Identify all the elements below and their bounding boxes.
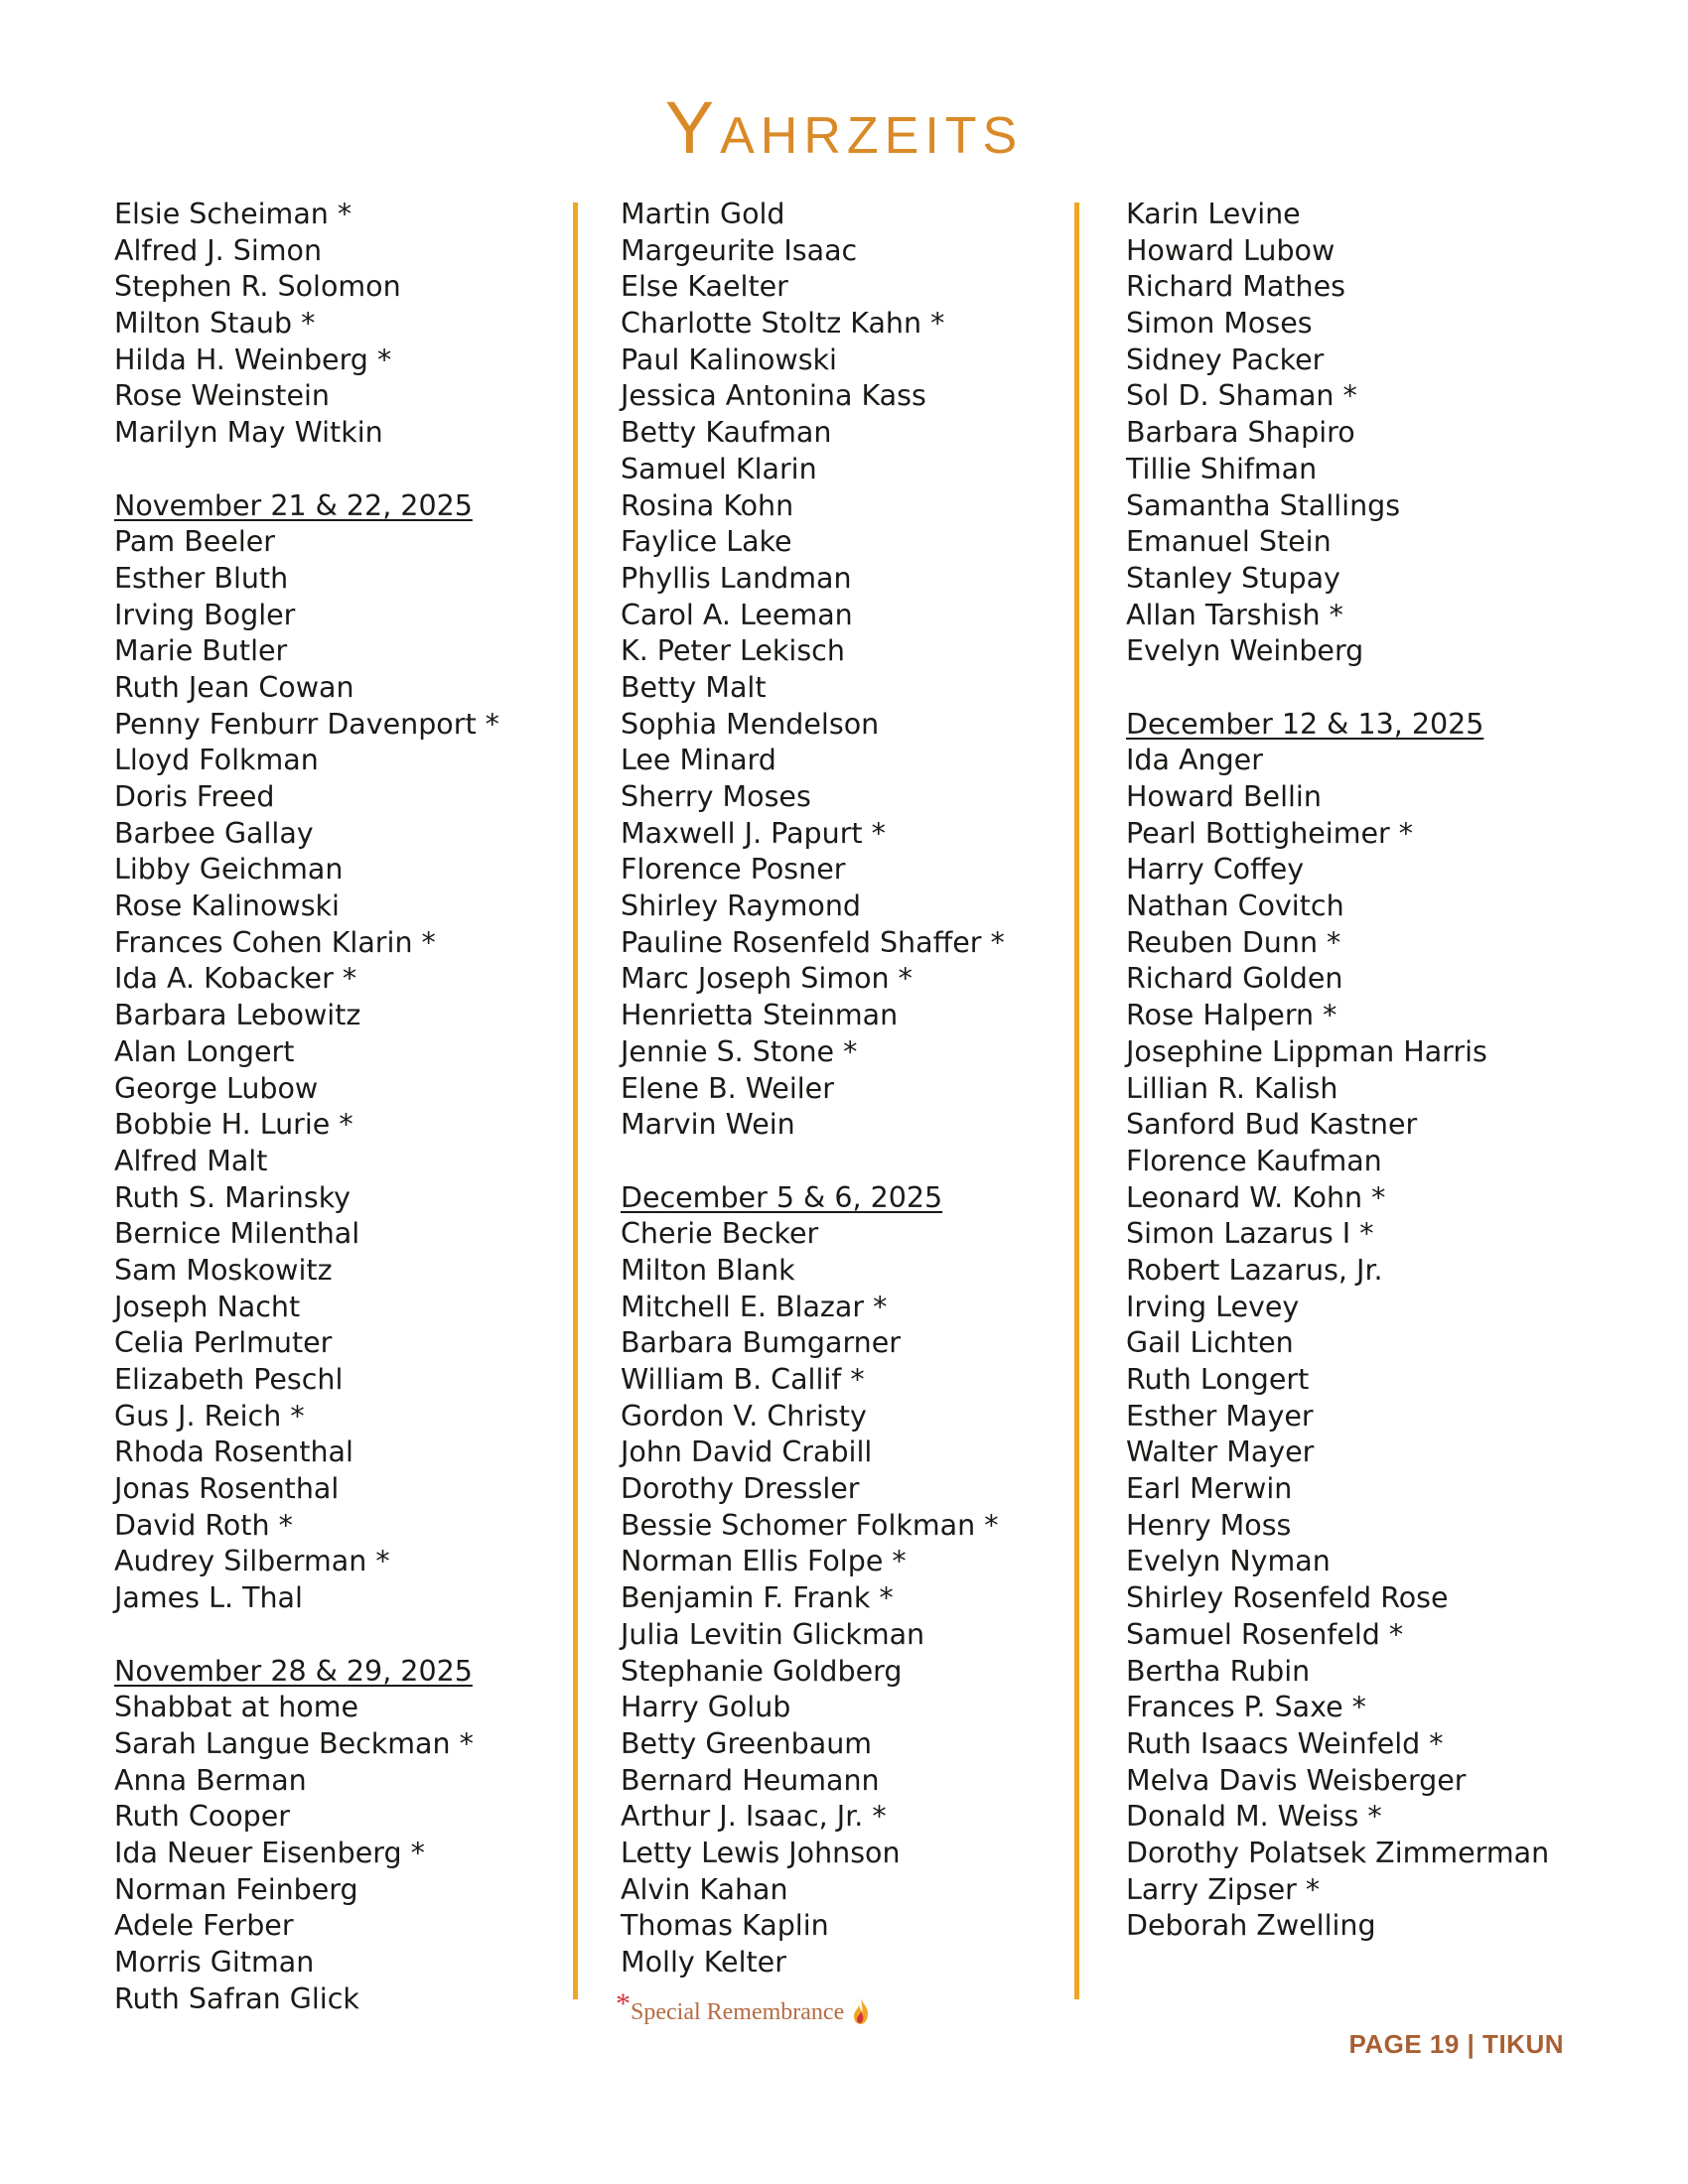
name-entry: Jonas Rosenthal (114, 1472, 340, 1506)
name-entry: Barbee Gallay (114, 816, 314, 850)
name-entry: Earl Merwin (1126, 1472, 1293, 1506)
name-entry: David Roth * (114, 1508, 293, 1542)
name-entry: Pauline Rosenfeld Shaffer * (621, 925, 1005, 959)
name-entry: Joseph Nacht (114, 1290, 301, 1323)
section-spacer (114, 452, 571, 488)
name-entry: Elizabeth Peschl (114, 1363, 344, 1396)
name-entry: Harry Coffey (1126, 853, 1305, 887)
names-column-1 (114, 197, 571, 2017)
name-entry: Sarah Langue Beckman * (114, 1726, 474, 1760)
page-footer: PAGE 19 | TIKUN (1348, 2029, 1564, 2059)
name-entry: Donald M. Weiss * (1126, 1800, 1382, 1834)
name-entry: Margeurite Isaac (621, 233, 858, 267)
name-entry: Samuel Klarin (621, 452, 817, 485)
name-entry: Benjamin F. Frank * (621, 1581, 894, 1615)
name-entry: Evelyn Weinberg (1126, 634, 1364, 668)
name-entry: Florence Posner (621, 853, 846, 887)
name-entry: Anna Berman (114, 1763, 307, 1797)
name-entry: Frances Cohen Klarin * (114, 925, 436, 959)
name-entry: Marvin Wein (621, 1108, 795, 1142)
name-entry: Milton Staub * (114, 307, 316, 341)
name-entry: Libby Geichman (114, 853, 344, 887)
name-entry: Richard Golden (1126, 962, 1343, 996)
name-entry: Ruth Jean Cowan (114, 670, 354, 704)
name-entry: Rose Kalinowski (114, 889, 340, 923)
date-heading: December 5 & 6, 2025 (621, 1180, 943, 1214)
name-entry: Walter Mayer (1126, 1435, 1315, 1469)
name-entry: Bernard Heumann (621, 1763, 880, 1797)
name-entry: Ida A. Kobacker * (114, 962, 357, 996)
name-entry: Stanley Stupay (1126, 561, 1340, 595)
name-entry: Shabbat at home (114, 1691, 358, 1724)
name-entry: Shirley Raymond (621, 889, 862, 923)
name-entry: Richard Mathes (1126, 270, 1345, 304)
name-entry: Stephanie Goldberg (621, 1654, 903, 1688)
name-entry: Harry Golub (621, 1691, 791, 1724)
name-entry: Bessie Schomer Folkman * (621, 1508, 999, 1542)
name-entry: John David Crabill (621, 1435, 873, 1469)
name-entry: Maxwell J. Papurt * (621, 816, 886, 850)
name-entry: Rhoda Rosenthal (114, 1435, 353, 1469)
name-entry: Ruth Isaacs Weinfeld * (1126, 1726, 1444, 1760)
name-entry: Norman Ellis Folpe * (621, 1545, 907, 1578)
name-entry: Charlotte Stoltz Kahn * (621, 307, 945, 341)
special-remembrance-note (616, 1987, 870, 2027)
name-entry: Samantha Stallings (1126, 488, 1401, 522)
name-entry: Dorothy Dressler (621, 1472, 860, 1506)
name-entry: Howard Lubow (1126, 233, 1336, 267)
name-entry: Howard Bellin (1126, 780, 1322, 813)
name-entry: Cherie Becker (621, 1217, 819, 1251)
name-entry: Pam Beeler (114, 525, 275, 559)
name-entry: Ida Anger (1126, 744, 1263, 777)
name-entry: Penny Fenburr Davenport * (114, 707, 499, 741)
name-entry: Adele Ferber (114, 1909, 294, 1943)
name-entry: Rose Weinstein (114, 379, 330, 413)
name-entry: Henrietta Steinman (621, 999, 899, 1032)
name-entry: Elene B. Weiler (621, 1071, 834, 1105)
name-entry: Ruth Safran Glick (114, 1981, 359, 2015)
name-entry: Gail Lichten (1126, 1326, 1294, 1360)
name-entry: Florence Kaufman (1126, 1144, 1382, 1177)
name-entry: George Lubow (114, 1071, 319, 1105)
name-entry: Gus J. Reich * (114, 1399, 305, 1433)
name-entry: Bernice Milenthal (114, 1217, 360, 1251)
name-entry: K. Peter Lekisch (621, 634, 845, 668)
date-heading: November 28 & 29, 2025 (114, 1654, 473, 1688)
name-entry: Sam Moskowitz (114, 1253, 333, 1287)
name-entry: William B. Callif * (621, 1363, 865, 1396)
name-entry: Julia Levitin Glickman (621, 1617, 925, 1651)
name-entry: Robert Lazarus, Jr. (1126, 1253, 1383, 1287)
name-entry: Carol A. Leeman (621, 598, 853, 631)
name-entry: Reuben Dunn * (1126, 925, 1341, 959)
name-entry: Hilda H. Weinberg * (114, 342, 392, 376)
name-entry: Leonard W. Kohn * (1126, 1180, 1386, 1214)
name-entry: Esther Mayer (1126, 1399, 1314, 1433)
name-entry: Josephine Lippman Harris (1126, 1034, 1487, 1068)
name-entry: Sidney Packer (1126, 342, 1325, 376)
name-entry: Morris Gitman (114, 1946, 315, 1979)
name-entry: Paul Kalinowski (621, 342, 837, 376)
name-entry: Marilyn May Witkin (114, 416, 383, 450)
name-entry: Martin Gold (621, 198, 785, 230)
name-entry: Mitchell E. Blazar * (621, 1290, 888, 1323)
remembrance-star: * (616, 1987, 631, 2020)
column-divider (1074, 203, 1079, 1999)
name-entry: Alfred J. Simon (114, 233, 323, 267)
name-entry: Allan Tarshish * (1126, 598, 1343, 631)
name-entry: Elsie Scheiman * (114, 198, 352, 230)
name-entry: Sol D. Shaman * (1126, 379, 1357, 413)
name-entry: Barbara Lebowitz (114, 999, 361, 1032)
name-entry: Milton Blank (621, 1253, 795, 1287)
name-entry: Evelyn Nyman (1126, 1545, 1331, 1578)
name-entry: Ida Neuer Eisenberg * (114, 1836, 425, 1869)
name-entry: Dorothy Polatsek Zimmerman (1126, 1836, 1550, 1869)
name-entry: Esther Bluth (114, 561, 289, 595)
name-entry: Sophia Mendelson (621, 707, 880, 741)
name-entry: Phyllis Landman (621, 561, 852, 595)
name-entry: Tillie Shifman (1126, 452, 1318, 485)
name-entry: Lloyd Folkman (114, 744, 319, 777)
name-entry: Alvin Kahan (621, 1872, 788, 1906)
name-entry: Barbara Shapiro (1126, 416, 1355, 450)
section-spacer (114, 1617, 571, 1654)
name-entry: Betty Greenbaum (621, 1726, 873, 1760)
name-entry: Bertha Rubin (1126, 1654, 1311, 1688)
name-entry: Molly Kelter (621, 1946, 786, 1979)
name-entry: Bobbie H. Lurie * (114, 1108, 353, 1142)
name-entry: Gordon V. Christy (621, 1399, 867, 1433)
name-entry: Ruth S. Marinsky (114, 1180, 352, 1214)
title-rest: AHRZEITS (720, 107, 1024, 165)
name-entry: Deborah Zwelling (1126, 1909, 1376, 1943)
name-entry: Melva Davis Weisberger (1126, 1763, 1467, 1797)
name-entry: Doris Freed (114, 780, 275, 813)
name-entry: Nathan Covitch (1126, 889, 1344, 923)
name-entry: Marie Butler (114, 634, 288, 668)
name-entry: Simon Lazarus I * (1126, 1217, 1374, 1251)
title-initial: Y (664, 86, 721, 169)
name-entry: Emanuel Stein (1126, 525, 1332, 559)
name-entry: Irving Levey (1126, 1290, 1300, 1323)
section-spacer (621, 1144, 1057, 1180)
column-divider (573, 203, 578, 1999)
remembrance-label: Special Remembrance (631, 1999, 845, 2025)
name-entry: Simon Moses (1126, 307, 1313, 341)
name-entry: Celia Perlmuter (114, 1326, 333, 1360)
name-entry: Jennie S. Stone * (621, 1034, 858, 1068)
name-entry: James L. Thal (114, 1581, 303, 1615)
name-entry: Betty Malt (621, 670, 767, 704)
name-entry: Samuel Rosenfeld * (1126, 1617, 1404, 1651)
name-entry: Marc Joseph Simon * (621, 962, 913, 996)
name-entry: Stephen R. Solomon (114, 270, 401, 304)
name-entry: Sherry Moses (621, 780, 811, 813)
name-entry: Shirley Rosenfeld Rose (1126, 1581, 1449, 1615)
names-column-3 (1126, 197, 1642, 1945)
name-entry: Else Kaelter (621, 270, 788, 304)
name-entry: Alfred Malt (114, 1144, 268, 1177)
flame-icon (850, 1999, 870, 2025)
name-entry: Sanford Bud Kastner (1126, 1108, 1418, 1142)
name-entry: Arthur J. Isaac, Jr. * (621, 1800, 887, 1834)
section-spacer (1126, 670, 1642, 707)
name-entry: Audrey Silberman * (114, 1545, 390, 1578)
name-entry: Ruth Longert (1126, 1363, 1310, 1396)
name-entry: Lee Minard (621, 744, 776, 777)
name-entry: Jessica Antonina Kass (621, 379, 926, 413)
date-heading: December 12 & 13, 2025 (1126, 707, 1484, 741)
name-entry: Lillian R. Kalish (1126, 1071, 1338, 1105)
name-entry: Faylice Lake (621, 525, 792, 559)
name-entry: Norman Feinberg (114, 1872, 358, 1906)
name-entry: Larry Zipser * (1126, 1872, 1321, 1906)
names-column-2 (621, 197, 1057, 1981)
name-entry: Irving Bogler (114, 598, 296, 631)
name-entry: Rose Halpern * (1126, 999, 1337, 1032)
name-entry: Letty Lewis Johnson (621, 1836, 901, 1869)
name-entry: Ruth Cooper (114, 1800, 290, 1834)
name-entry: Rosina Kohn (621, 488, 794, 522)
name-entry: Pearl Bottigheimer * (1126, 816, 1414, 850)
name-entry: Betty Kaufman (621, 416, 832, 450)
name-entry: Henry Moss (1126, 1508, 1292, 1542)
page-title (0, 86, 1688, 169)
name-entry: Alan Longert (114, 1034, 295, 1068)
name-entry: Karin Levine (1126, 198, 1301, 230)
name-entry: Frances P. Saxe * (1126, 1691, 1366, 1724)
date-heading: November 21 & 22, 2025 (114, 488, 473, 522)
name-entry: Barbara Bumgarner (621, 1326, 901, 1360)
name-entry: Thomas Kaplin (621, 1909, 829, 1943)
